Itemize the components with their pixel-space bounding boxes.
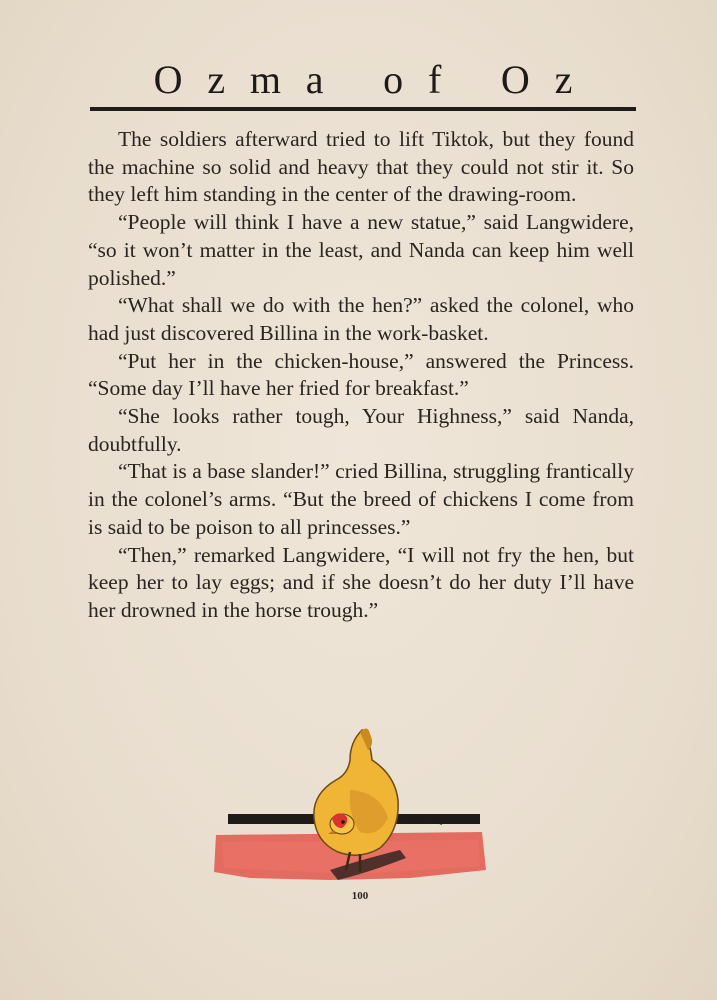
hen-eye [341, 820, 345, 824]
paragraph: The soldiers afterward tried to lift Tiktok, but they found the machine so solid and heavy that they could not stir it. So they left him standing in the center of the drawing-room. [88, 127, 634, 207]
paragraph: “Put her in the chicken-house,” answered the Princess. “Some day I’ll have her fried for breakfast.” [88, 348, 634, 401]
body-text [88, 126, 634, 625]
paragraph: “People will think I have a new statue,” said Langwidere, “so it won’t matter in the least, and Nanda can keep him well polished.” [88, 210, 634, 290]
paragraph: “That is a base slander!” cried Billina, struggling frantically in the colonel’s arms. “But the breed of chickens I come from is said to be poison to all princesses.” [88, 459, 634, 539]
hen-illustration [210, 720, 490, 890]
page-number: 100 [351, 890, 369, 902]
paragraph: “Then,” remarked Langwidere, “I will not fry the hen, but keep her to lay eggs; and if she doesn’t do her duty I’ll have her drowned in the horse trough.” [88, 542, 634, 622]
paragraph: “She looks rather tough, Your Highness,” said Nanda, doubtfully. [88, 404, 634, 456]
running-title: Ozma of Oz [153, 57, 598, 102]
paragraph: “What shall we do with the hen?” asked the colonel, who had just discovered Billina in the work-basket. [88, 293, 634, 345]
header-rule [90, 107, 636, 111]
